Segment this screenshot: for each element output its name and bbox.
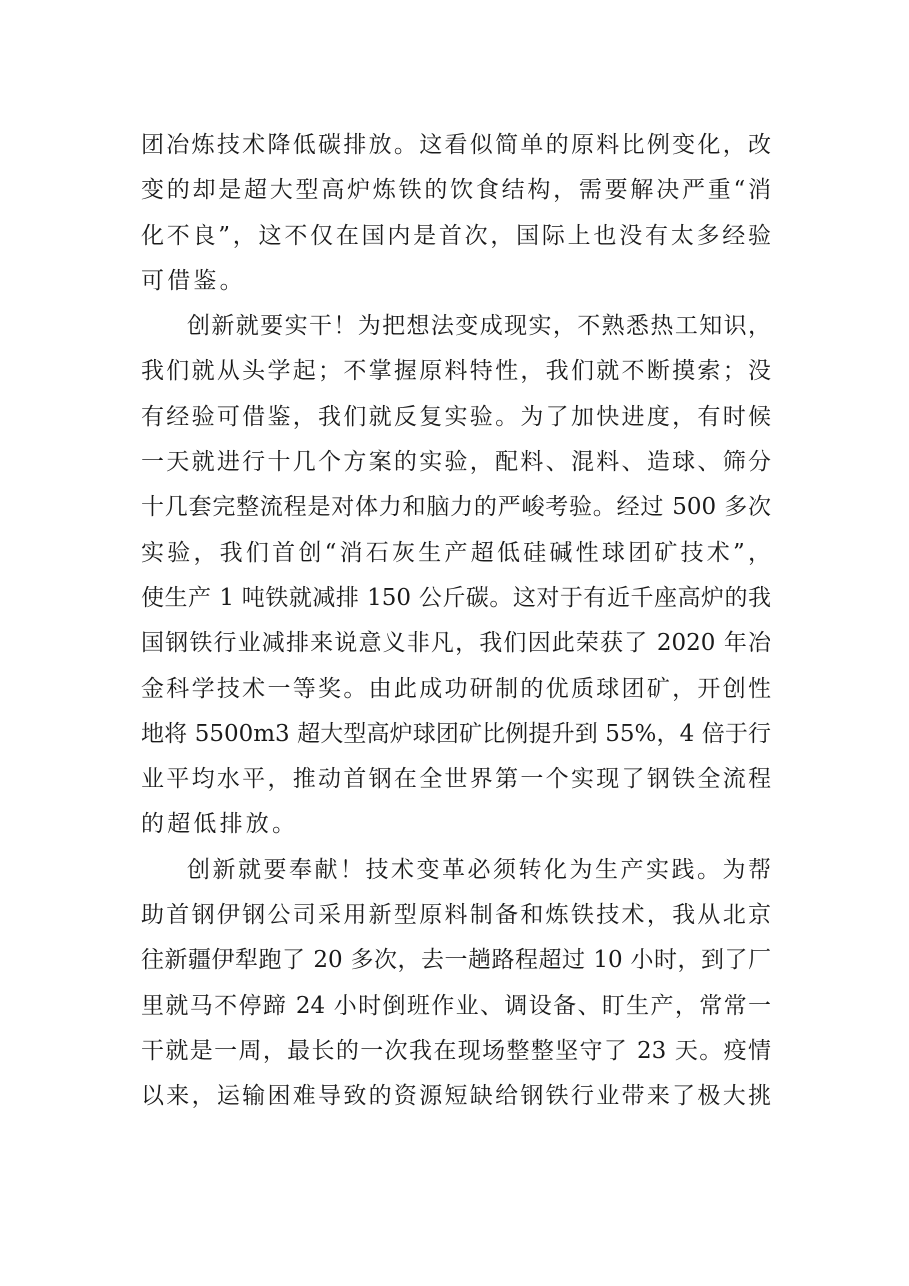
text-line: 助首钢伊钢公司采用新型原料制备和炼铁技术，我从北京	[141, 902, 771, 929]
text-line: 十几套完整流程是对体力和脑力的严峻考验。经过 500 多次	[141, 494, 771, 521]
text-line: 一天就进行十几个方案的实验，配料、混料、造球、筛分	[141, 449, 771, 476]
text-line: 使生产 1 吨铁就减排 150 公斤碳。这对于有近千座高炉的我	[141, 584, 771, 611]
text-line: 国钢铁行业减排来说意义非凡，我们因此荣获了 2020 年冶	[141, 630, 771, 657]
text-line: 的超低排放。	[141, 811, 299, 838]
text-line: 团冶炼技术降低碳排放。这看似简单的原料比例变化，改	[141, 132, 771, 158]
paragraph-first-line: 创新就要奉献！技术变革必须转化为生产实践。为帮	[187, 856, 771, 883]
text-line: 往新疆伊犁跑了 20 多次，去一趟路程超过 10 小时，到了厂	[141, 947, 771, 974]
text-line: 里就马不停蹄 24 小时倒班作业、调设备、盯生产，常常一	[141, 992, 771, 1019]
body-text	[141, 123, 771, 1120]
text-line: 变的却是超大型高炉炼铁的饮食结构，需要解决严重“消	[141, 177, 771, 204]
text-line: 有经验可借鉴，我们就反复实验。为了加快进度，有时候	[141, 403, 771, 430]
text-line: 可借鉴。	[141, 267, 246, 294]
text-line: 地将 5500m3 超大型高炉球团矿比例提升到 55%，4 倍于行	[141, 720, 771, 747]
paragraph-first-line: 创新就要实干！为把想法变成现实，不熟悉热工知识，	[187, 313, 771, 340]
text-line: 干就是一周，最长的一次我在现场整整坚守了 23 天。疫情	[141, 1037, 771, 1064]
text-line: 化不良”，这不仅在国内是首次，国际上也没有太多经验	[141, 222, 771, 249]
text-line: 实验，我们首创“消石灰生产超低硅碱性球团矿技术”，	[141, 539, 771, 566]
text-line: 金科学技术一等奖。由此成功研制的优质球团矿，开创性	[141, 675, 771, 702]
text-line: 以来，运输困难导致的资源短缺给钢铁行业带来了极大挑	[141, 1083, 771, 1110]
text-line: 我们就从头学起；不掌握原料特性，我们就不断摸索；没	[141, 358, 771, 385]
text-line: 业平均水平，推动首钢在全世界第一个实现了钢铁全流程	[141, 766, 771, 793]
